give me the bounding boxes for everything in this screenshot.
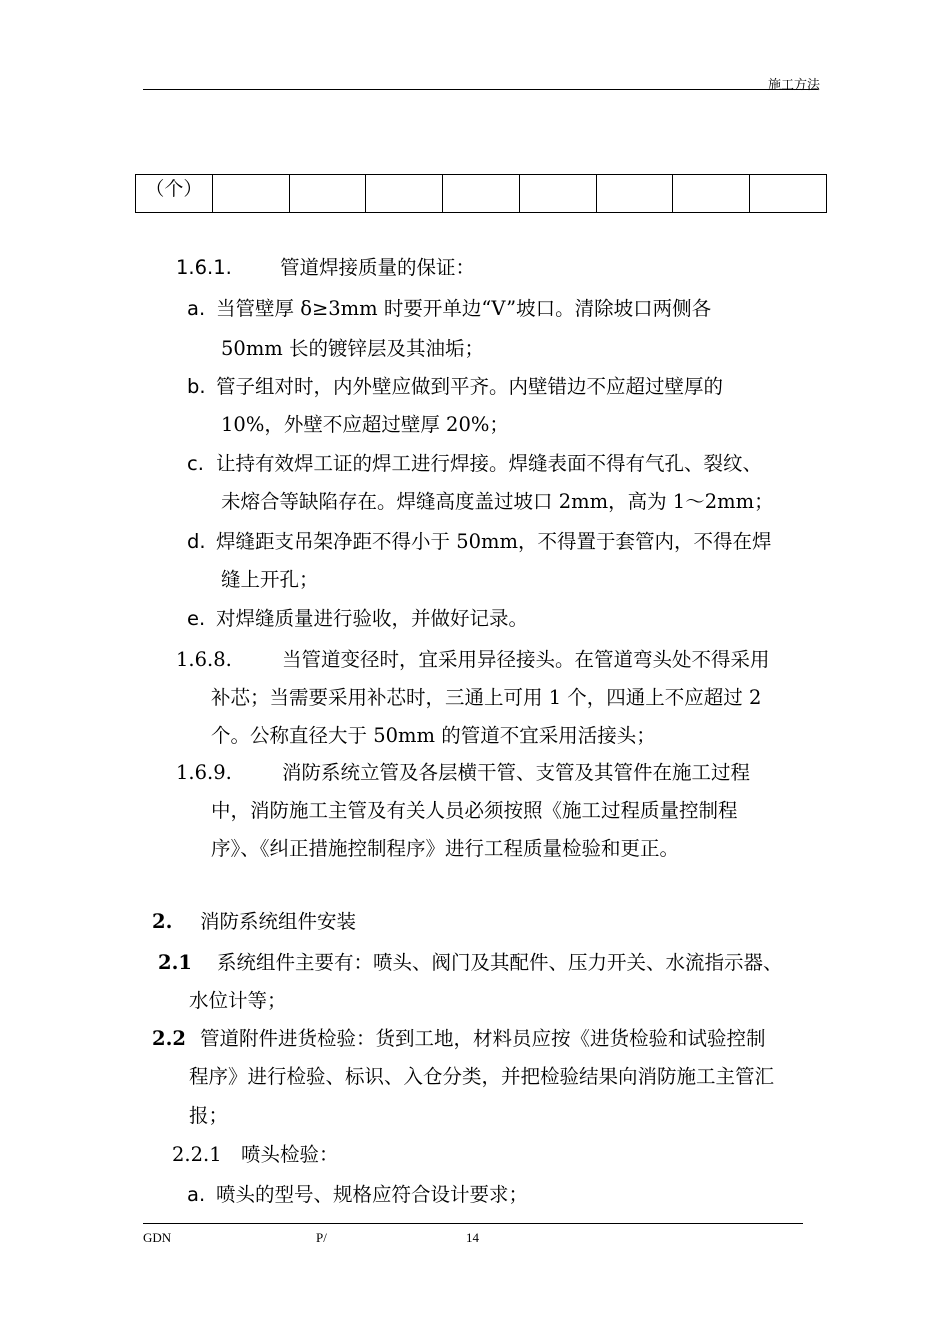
section-title: 管道焊接质量的保证：	[280, 256, 476, 279]
list-marker: d.	[187, 530, 206, 553]
table-cell	[750, 175, 827, 213]
table-cell	[366, 175, 443, 213]
paragraph-line: 系统组件主要有：喷头、阀门及其配件、压力开关、水流指示器、	[217, 951, 783, 974]
table-cell	[519, 175, 596, 213]
list-item: 对焊缝质量进行验收，并做好记录。	[216, 607, 529, 630]
table-cell	[212, 175, 289, 213]
footer-left: GDN	[143, 1230, 172, 1245]
section-number: 1.6.1.	[176, 256, 232, 279]
section-number: 2.	[152, 910, 173, 933]
paragraph-line: 当管道变径时，宜采用异径接头。在管道弯头处不得采用	[282, 648, 770, 671]
table-cell	[596, 175, 673, 213]
table-cell	[443, 175, 520, 213]
section-number: 2.1	[158, 951, 192, 974]
section-number: 1.6.9.	[176, 761, 232, 784]
list-item-continuation: 未熔合等缺陷存在。焊缝高度盖过坡口 2mm，高为 1～2mm；	[221, 490, 774, 513]
page-number: 14	[466, 1230, 479, 1245]
paragraph-line: 消防系统立管及各层横干管、支管及其管件在施工过程	[282, 761, 751, 784]
paragraph-line: 个。公称直径大于 50mm 的管道不宜采用活接头；	[211, 724, 656, 747]
data-table	[135, 174, 827, 213]
table-cell	[289, 175, 366, 213]
list-marker: a.	[187, 1183, 206, 1206]
section-number: 2.2.1	[172, 1143, 222, 1166]
paragraph-line: 报；	[189, 1104, 229, 1127]
list-item: 喷头的型号、规格应符合设计要求；	[216, 1183, 529, 1206]
list-item-continuation: 50mm 长的镀锌层及其油垢；	[221, 337, 484, 360]
list-marker: e.	[187, 607, 206, 630]
list-marker: b.	[187, 375, 206, 398]
footer-middle: P/	[316, 1230, 327, 1245]
paragraph-line: 序》、《纠正措施控制程序》进行工程质量检验和更正。	[211, 837, 680, 860]
list-item-continuation: 缝上开孔；	[221, 568, 319, 591]
list-item-continuation: 10%，外壁不应超过壁厚 20%；	[221, 413, 509, 436]
table-cell	[673, 175, 750, 213]
header-rule	[143, 89, 818, 90]
list-marker: a.	[187, 297, 206, 320]
list-item: 当管壁厚 δ≥3mm 时要开单边“V”坡口。清除坡口两侧各	[216, 297, 712, 320]
paragraph-line: 管道附件进货检验：货到工地，材料员应按《进货检验和试验控制	[200, 1027, 766, 1050]
section-title: 消防系统组件安装	[200, 910, 357, 933]
paragraph-line: 补芯；当需要采用补芯时，三通上可用 1 个，四通上不应超过 2	[211, 686, 762, 709]
list-item: 让持有效焊工证的焊工进行焊接。焊缝表面不得有气孔、裂纹、	[216, 452, 763, 475]
header-title: 施工方法	[767, 78, 820, 93]
section-number: 2.2	[152, 1027, 186, 1050]
table-cell: （个）	[136, 175, 213, 213]
list-item: 管子组对时，内外壁应做到平齐。内壁错边不应超过壁厚的	[216, 375, 724, 398]
footer-rule	[143, 1223, 803, 1224]
paragraph-line: 中，消防施工主管及有关人员必须按照《施工过程质量控制程	[211, 799, 738, 822]
list-item: 焊缝距支吊架净距不得小于 50mm，不得置于套管内，不得在焊	[216, 530, 772, 553]
section-number: 1.6.8.	[176, 648, 232, 671]
list-marker: c.	[187, 452, 204, 475]
section-title: 喷头检验：	[241, 1143, 339, 1166]
paragraph-line: 程序》进行检验、标识、入仓分类，并把检验结果向消防施工主管汇	[189, 1065, 775, 1088]
table-row	[136, 175, 827, 213]
paragraph-line: 水位计等；	[189, 989, 287, 1012]
